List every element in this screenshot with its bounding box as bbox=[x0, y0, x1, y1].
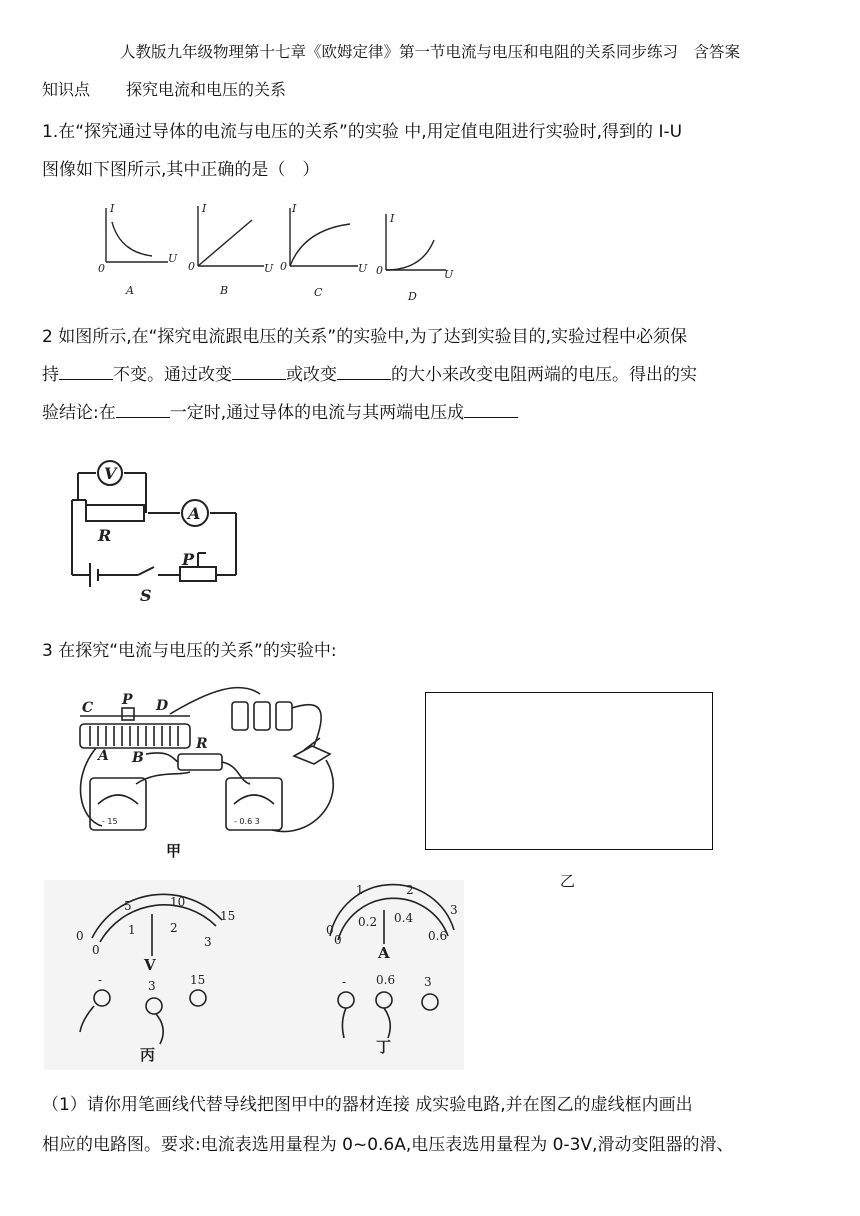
a-top-3: 3 bbox=[450, 903, 458, 917]
q2-blank-4[interactable] bbox=[116, 399, 170, 418]
fig-bing-caption: 丙 bbox=[140, 1046, 156, 1064]
graph-d-label: D bbox=[408, 290, 417, 303]
fig-yi-drawing-box[interactable] bbox=[425, 692, 713, 850]
rheostat-terminal-p: P bbox=[122, 692, 133, 708]
document-header: 人教版九年级物理第十七章《欧姆定律》第一节电流与电压和电阻的关系同步练习 含答案 bbox=[119, 43, 740, 61]
a-bottom-02: 0.2 bbox=[358, 915, 378, 929]
rheostat-terminal-c: C bbox=[82, 700, 94, 716]
v-top-15: 15 bbox=[220, 909, 236, 923]
a-terminal-06: 0.6 bbox=[376, 973, 396, 987]
ammeter-label: A bbox=[188, 504, 201, 523]
q2-line-1: 2 如图所示,在“探究电流跟电压的关系”的实验中,为了达到实验目的,实验过程中必须保 bbox=[42, 327, 688, 347]
knowledge-point-label: 知识点 bbox=[42, 80, 91, 99]
rheostat-terminal-d: D bbox=[156, 698, 169, 714]
q1-graphs bbox=[92, 200, 462, 310]
q2-text-a: 持 bbox=[42, 365, 59, 385]
resistor-r-label: R bbox=[196, 736, 208, 752]
v-bottom-3: 3 bbox=[204, 935, 212, 949]
q2-circuit bbox=[50, 455, 250, 605]
question-2 bbox=[42, 318, 827, 432]
q2-text-b: 不变。通过改变 bbox=[113, 365, 232, 385]
voltmeter-terminals: - 15 bbox=[102, 817, 118, 826]
rheostat-terminal-b: B bbox=[132, 750, 144, 766]
q3-sub1-line-1: （1）请你用笔画线代替导线把图甲中的器材连接 成实验电路,并在图乙的虚线框内画出 bbox=[42, 1095, 693, 1115]
graph-a-u-label: U bbox=[168, 252, 178, 265]
graph-c-i-label: I bbox=[292, 202, 297, 215]
a-terminal-neg: - bbox=[342, 975, 347, 989]
fig-jia-caption: 甲 bbox=[166, 842, 182, 860]
slider-label: P bbox=[182, 550, 195, 569]
graph-c-u-label: U bbox=[358, 262, 368, 275]
graph-b-label: B bbox=[220, 284, 229, 297]
v-top-10: 10 bbox=[170, 895, 186, 909]
q1-line-2: 图像如下图所示,其中正确的是（ ） bbox=[42, 160, 320, 180]
graph-c-label: C bbox=[314, 286, 323, 299]
ammeter-terminals: - 0.6 3 bbox=[234, 817, 260, 826]
graph-d-u-label: U bbox=[444, 268, 454, 281]
q2-text-f: 一定时,通过导体的电流与其两端电压成 bbox=[169, 403, 465, 423]
graph-c-origin: 0 bbox=[280, 260, 287, 273]
a-top-0: 0 bbox=[326, 923, 334, 937]
a-bottom-0: 0 bbox=[334, 933, 342, 947]
meter-v-label: V bbox=[144, 956, 156, 974]
v-bottom-1: 1 bbox=[128, 923, 136, 937]
a-top-1: 1 bbox=[356, 883, 364, 897]
resistor-label: R bbox=[98, 526, 112, 545]
graph-b-origin: 0 bbox=[188, 260, 195, 273]
q2-text-d: 的大小来改变电阻两端的电压。得出的实 bbox=[391, 365, 697, 385]
a-bottom-04: 0.4 bbox=[394, 911, 414, 925]
v-terminal-15: 15 bbox=[190, 973, 206, 987]
q2-text-c: 或改变 bbox=[286, 365, 337, 385]
fig-jia-apparatus bbox=[60, 680, 360, 870]
a-top-2: 2 bbox=[406, 883, 414, 897]
knowledge-point-line bbox=[42, 77, 286, 100]
knowledge-point-title: 探究电流和电压的关系 bbox=[126, 80, 287, 99]
fig-ding-caption: 丁 bbox=[376, 1038, 392, 1056]
v-terminal-3: 3 bbox=[148, 979, 156, 993]
rheostat-terminal-a: A bbox=[98, 748, 109, 764]
a-bottom-06: 0.6 bbox=[428, 929, 448, 943]
q2-line-3 bbox=[42, 394, 827, 432]
q2-blank-5[interactable] bbox=[464, 399, 518, 418]
fig-meters bbox=[44, 880, 464, 1070]
graph-b-i-label: I bbox=[202, 202, 207, 215]
q3-sub-1 bbox=[42, 1085, 832, 1165]
q2-circuit-figure bbox=[50, 455, 250, 605]
a-terminal-3: 3 bbox=[424, 975, 432, 989]
q1-graph-set bbox=[92, 200, 462, 310]
q1-line-1: 1.在“探究通过导体的电流与电压的关系”的实验 中,用定值电阻进行实验时,得到的 I-U bbox=[42, 122, 683, 142]
meter-dials bbox=[44, 880, 464, 1070]
v-terminal-neg: - bbox=[98, 973, 103, 987]
v-bottom-2: 2 bbox=[170, 921, 178, 935]
q2-blank-1[interactable] bbox=[59, 361, 113, 380]
q2-blank-3[interactable] bbox=[337, 361, 391, 380]
voltmeter-label: V bbox=[104, 464, 117, 483]
q2-text-e: 验结论:在 bbox=[42, 403, 116, 423]
fig-yi-caption: 乙 bbox=[560, 872, 576, 890]
fig-jia bbox=[60, 680, 360, 870]
graph-d-origin: 0 bbox=[376, 264, 383, 277]
graph-b-u-label: U bbox=[264, 262, 274, 275]
q3-title: 3 在探究“电流与电压的关系”的实验中: bbox=[42, 641, 337, 661]
graph-d-i-label: I bbox=[390, 212, 395, 225]
meter-a-label: A bbox=[378, 944, 390, 962]
v-top-0: 0 bbox=[76, 929, 84, 943]
graph-a-origin: 0 bbox=[98, 262, 105, 275]
question-1 bbox=[42, 113, 827, 189]
q2-blank-2[interactable] bbox=[232, 361, 286, 380]
switch-label: S bbox=[140, 586, 152, 605]
graph-a-label: A bbox=[126, 284, 134, 297]
v-bottom-0: 0 bbox=[92, 943, 100, 957]
q2-line-2 bbox=[42, 356, 827, 394]
v-top-5: 5 bbox=[124, 899, 132, 913]
graph-a-i-label: I bbox=[110, 202, 115, 215]
q3-sub1-line-2: 相应的电路图。要求:电流表选用量程为 0~0.6A,电压表选用量程为 0-3V,滑动变阻器的滑、 bbox=[42, 1135, 734, 1155]
